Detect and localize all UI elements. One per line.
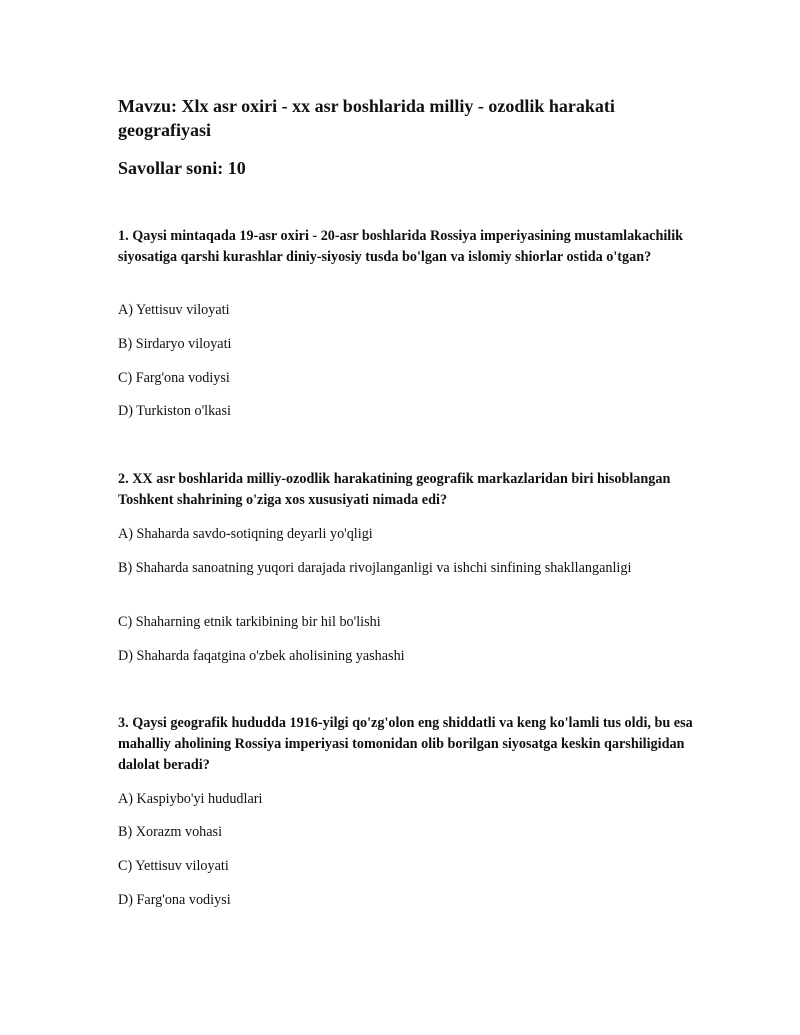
question-text: 2. XX asr boshlarida milliy-ozodlik harakatining geografik markazlaridan biri hisoblangan Toshkent shahrining o'ziga xos xususiyati nimada edi? [118, 471, 671, 508]
answer-option: A) Shaharda savdo-sotiqning deyarli yo'qligi [118, 526, 373, 542]
answer-option: D) Farg'ona vodiysi [118, 892, 231, 908]
answer-option: D) Turkiston o'lkasi [118, 403, 231, 419]
answer-option: C) Shaharning etnik tarkibining bir hil bo'lishi [118, 614, 381, 630]
answer-option: C) Yettisuv viloyati [118, 858, 229, 874]
document-title: Mavzu: Xlx asr oxiri - xx asr boshlarida milliy - ozodlik harakati geografiyasi [118, 96, 615, 140]
question-text: 3. Qaysi geografik hududda 1916-yilgi qo'zg'olon eng shiddatli va keng ko'lamli tus oldi, bu esa mahalliy aholining Rossiya imperiyasi tomonidan olib borilgan siyosatga keskin qarshiligidan dalolat beradi? [118, 715, 693, 773]
question-count: Savollar soni: 10 [118, 158, 246, 178]
answer-option: A) Yettisuv viloyati [118, 302, 230, 318]
answer-option: B) Sirdaryo viloyati [118, 336, 232, 352]
answer-option: A) Kaspiybo'yi hududlari [118, 791, 263, 807]
answer-option: B) Xorazm vohasi [118, 824, 223, 840]
answer-option: D) Shaharda faqatgina o'zbek aholisining yashashi [118, 648, 405, 664]
answer-option: B) Shaharda sanoatning yuqori darajada rivojlanganligi va ishchi sinfining shakllanganligi [118, 560, 632, 576]
answer-option: C) Farg'ona vodiysi [118, 370, 230, 386]
question-text: 1. Qaysi mintaqada 19-asr oxiri - 20-asr boshlarida Rossiya imperiyasining mustamlakachilik siyosatiga qarshi kurashlar diniy-siyosiy tusda bo'lgan va islomiy shiorlar ostida o'tgan? [118, 228, 684, 265]
